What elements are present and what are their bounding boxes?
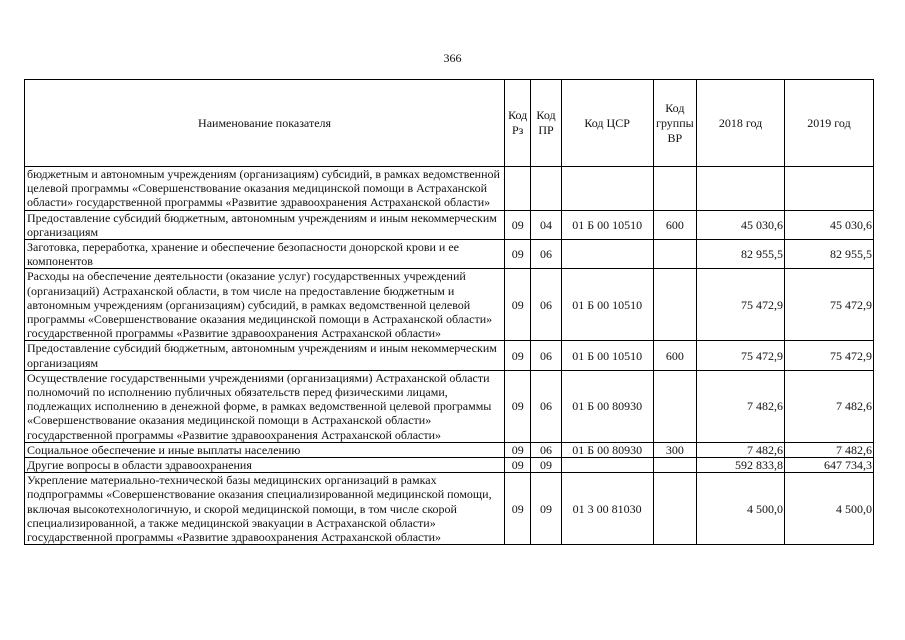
cell-2018 bbox=[697, 167, 785, 211]
cell-vr: 600 bbox=[653, 341, 696, 370]
cell-csr bbox=[561, 458, 653, 473]
header-pr: Код ПР bbox=[531, 80, 561, 167]
table-row bbox=[25, 370, 874, 442]
cell-csr: 01 Б 00 10510 bbox=[561, 210, 653, 239]
cell-rz: 09 bbox=[505, 341, 531, 370]
table-row bbox=[25, 240, 874, 269]
cell-2018: 75 472,9 bbox=[697, 341, 785, 370]
cell-2018: 7 482,6 bbox=[697, 370, 785, 442]
cell-2018: 7 482,6 bbox=[697, 442, 785, 457]
cell-name: Расходы на обеспечение деятельности (оказание услуг) государственных учреждений (организаций) Астраханской области, в том числе на предоставление бюджетным и автономным учреждениям (организациям) субсидий, в рамках ведомственной целевой программы «Совершенствование оказания медицинской помощи в Астраханской области» государственной программы «Развитие здравоохранения Астраханской области» bbox=[25, 269, 505, 341]
cell-pr: 06 bbox=[531, 341, 561, 370]
cell-pr bbox=[531, 167, 561, 211]
cell-csr: 01 Б 00 80930 bbox=[561, 442, 653, 457]
cell-2018: 592 833,8 bbox=[697, 458, 785, 473]
cell-pr: 06 bbox=[531, 370, 561, 442]
cell-2019: 7 482,6 bbox=[785, 370, 874, 442]
cell-vr bbox=[653, 473, 696, 545]
table-row bbox=[25, 458, 874, 473]
table-row bbox=[25, 210, 874, 239]
cell-csr: 01 3 00 81030 bbox=[561, 473, 653, 545]
header-2018: 2018 год bbox=[697, 80, 785, 167]
header-rz: Код Рз bbox=[505, 80, 531, 167]
cell-2018: 4 500,0 bbox=[697, 473, 785, 545]
header-2019: 2019 год bbox=[785, 80, 874, 167]
cell-2018: 45 030,6 bbox=[697, 210, 785, 239]
table-row bbox=[25, 442, 874, 457]
cell-vr bbox=[653, 370, 696, 442]
cell-csr: 01 Б 00 10510 bbox=[561, 269, 653, 341]
cell-vr: 300 bbox=[653, 442, 696, 457]
cell-pr: 09 bbox=[531, 458, 561, 473]
table-row bbox=[25, 341, 874, 370]
cell-name: Предоставление субсидий бюджетным, автономным учреждениям и иным некоммерческим организациям bbox=[25, 341, 505, 370]
cell-rz: 09 bbox=[505, 210, 531, 239]
table-row bbox=[25, 167, 874, 211]
cell-2019: 75 472,9 bbox=[785, 269, 874, 341]
cell-csr bbox=[561, 167, 653, 211]
cell-name: Предоставление субсидий бюджетным, автономным учреждениям и иным некоммерческим организациям bbox=[25, 210, 505, 239]
cell-name: Заготовка, переработка, хранение и обеспечение безопасности донорской крови и ее компонентов bbox=[25, 240, 505, 269]
cell-vr bbox=[653, 167, 696, 211]
cell-2019: 4 500,0 bbox=[785, 473, 874, 545]
cell-2019: 647 734,3 bbox=[785, 458, 874, 473]
cell-csr: 01 Б 00 80930 bbox=[561, 370, 653, 442]
cell-2019: 75 472,9 bbox=[785, 341, 874, 370]
cell-csr bbox=[561, 240, 653, 269]
cell-2018: 82 955,5 bbox=[697, 240, 785, 269]
cell-name: Укрепление материально-технической базы медицинских организаций в рамках подпрограммы «Совершенствование оказания специализированной медицинской помощи, включая высокотехнологичную, и скорой медицинской помощи, в том числе скорой специализированной, а также медицинской эвакуации в Астраханской области» государственной программы «Развитие здравоохранения Астраханской области» bbox=[25, 473, 505, 545]
cell-pr: 04 bbox=[531, 210, 561, 239]
header-csr: Код ЦСР bbox=[561, 80, 653, 167]
cell-2018: 75 472,9 bbox=[697, 269, 785, 341]
cell-vr bbox=[653, 269, 696, 341]
cell-2019: 7 482,6 bbox=[785, 442, 874, 457]
table-row bbox=[25, 269, 874, 341]
header-name: Наименование показателя bbox=[25, 80, 505, 167]
cell-vr bbox=[653, 458, 696, 473]
page-number: 366 bbox=[443, 51, 462, 65]
cell-pr: 06 bbox=[531, 240, 561, 269]
cell-2019: 82 955,5 bbox=[785, 240, 874, 269]
cell-name: Осуществление государственными учреждениями (организациями) Астраханской области полномочий по исполнению публичных обязательств перед физическими лицами, подлежащих исполнению в денежной форме, в рамках ведомственной целевой программы «Совершенствование оказания медицинской помощи в Астраханской области» государственной программы «Развитие здравоохранения Астраханской области» bbox=[25, 370, 505, 442]
cell-rz: 09 bbox=[505, 240, 531, 269]
cell-vr: 600 bbox=[653, 210, 696, 239]
cell-2019 bbox=[785, 167, 874, 211]
cell-vr bbox=[653, 240, 696, 269]
cell-name: Социальное обеспечение и иные выплаты населению bbox=[25, 442, 505, 457]
cell-name: бюджетным и автономным учреждениям (организациям) субсидий, в рамках ведомственной целевой программы «Совершенствование оказания медицинской помощи в Астраханской области» государственной программы «Развитие здравоохранения Астраханской области» bbox=[25, 167, 505, 211]
cell-csr: 01 Б 00 10510 bbox=[561, 341, 653, 370]
cell-pr: 06 bbox=[531, 269, 561, 341]
cell-rz: 09 bbox=[505, 370, 531, 442]
cell-rz: 09 bbox=[505, 269, 531, 341]
cell-pr: 06 bbox=[531, 442, 561, 457]
cell-rz bbox=[505, 167, 531, 211]
cell-rz: 09 bbox=[505, 442, 531, 457]
budget-table bbox=[24, 79, 874, 545]
table-row bbox=[25, 473, 874, 545]
header-vr: Код группы ВР bbox=[653, 80, 696, 167]
cell-rz: 09 bbox=[505, 473, 531, 545]
cell-name: Другие вопросы в области здравоохранения bbox=[25, 458, 505, 473]
cell-rz: 09 bbox=[505, 458, 531, 473]
cell-pr: 09 bbox=[531, 473, 561, 545]
cell-2019: 45 030,6 bbox=[785, 210, 874, 239]
table-header-row bbox=[25, 80, 874, 167]
